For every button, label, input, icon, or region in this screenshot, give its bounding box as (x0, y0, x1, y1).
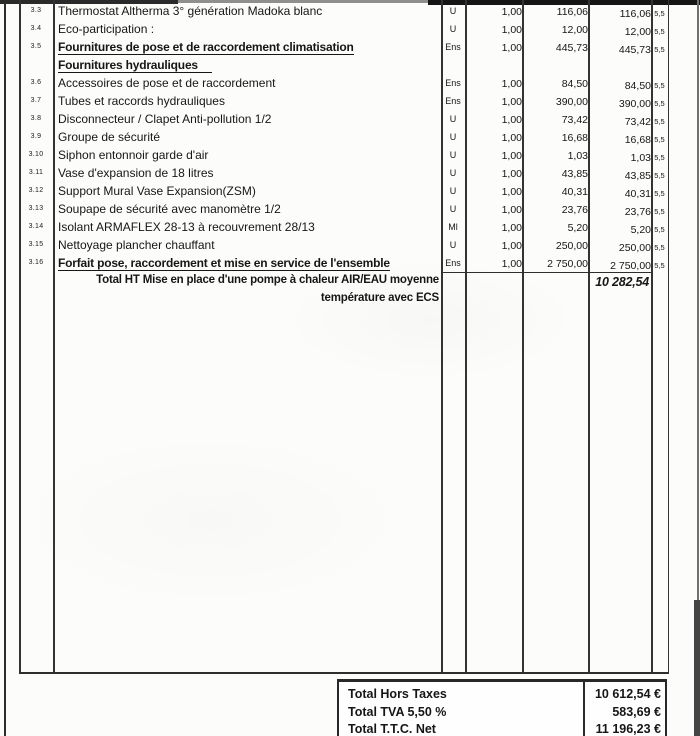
item-unit: U (449, 114, 457, 124)
item-unit: Ens (445, 258, 461, 268)
totals-row-value: 10 612,54 € (594, 687, 661, 701)
item-vat-rate: 5,5 (654, 9, 665, 18)
item-number: 3.5 (30, 43, 42, 50)
item-total: 43,85 (624, 169, 651, 182)
table-row (19, 74, 669, 92)
item-unit-price: 5,20 (567, 222, 588, 234)
item-total: 1,03 (630, 151, 651, 164)
section-total-label (53, 272, 439, 307)
item-number: 3.12 (28, 187, 44, 194)
item-number: 3.4 (30, 25, 42, 32)
item-quantity: 1,00 (501, 78, 522, 90)
table-bottom-border (19, 672, 669, 674)
scan-artifact-right-line (697, 0, 699, 625)
section-total-rule (441, 272, 651, 274)
item-number: 3.7 (30, 97, 42, 104)
table-row (19, 56, 669, 74)
item-vat-rate: 5,5 (654, 225, 665, 234)
item-quantity: 1,00 (501, 204, 522, 216)
item-unit: Ens (445, 78, 461, 88)
item-unit-price: 16,68 (561, 132, 588, 144)
item-number: 3.13 (28, 205, 44, 212)
item-description-text: Tubes et raccords hydrauliques (58, 94, 225, 108)
item-total: 116,06 (619, 7, 651, 20)
item-total: 16,68 (624, 133, 651, 146)
item-unit: Ml (448, 222, 458, 232)
item-unit: U (449, 6, 457, 16)
item-vat-rate: 5,5 (654, 189, 665, 198)
table-row (19, 254, 669, 272)
totals-row (339, 721, 665, 736)
item-quantity: 1,00 (501, 6, 522, 18)
item-quantity: 1,00 (501, 222, 522, 234)
item-total: 250,00 (618, 241, 651, 254)
item-total: 40,31 (624, 187, 651, 200)
item-description (53, 56, 446, 74)
totals-rows (339, 686, 665, 736)
item-quantity: 1,00 (501, 114, 522, 126)
table-row (19, 164, 669, 182)
totals-row-label: Total TVA 5,50 % (348, 704, 447, 719)
item-description-text: Disconnecteur / Clapet Anti-pollution 1/2 (58, 112, 272, 126)
table-row (19, 38, 669, 56)
totals-box (337, 679, 667, 736)
item-vat-rate: 5,5 (654, 99, 665, 108)
item-number: 3.8 (30, 115, 42, 122)
item-description (53, 110, 446, 128)
item-unit-price: 40,31 (561, 186, 588, 198)
item-vat-rate: 5,5 (654, 27, 665, 36)
table-row (19, 20, 669, 38)
item-description-text: Nettoyage plancher chauffant (58, 238, 215, 252)
totals-row-value: 583,69 € (612, 704, 661, 719)
totals-row-value: 11 196,23 € (595, 722, 661, 736)
item-number: 3.11 (28, 169, 44, 176)
table-row (19, 2, 669, 20)
item-quantity: 1,00 (501, 240, 522, 252)
table-row (19, 92, 669, 110)
table-row (19, 110, 669, 128)
item-description (53, 128, 446, 146)
item-unit-price: 43,85 (561, 168, 588, 180)
item-unit-price: 12,00 (561, 24, 588, 36)
section-total-label-line1: Total HT Mise en place d'une pompe à chaleur AIR/EAU moyenne (96, 274, 439, 286)
item-total: 12,00 (624, 25, 651, 38)
item-unit: U (449, 150, 457, 160)
item-unit: U (449, 24, 457, 34)
item-number: 3.6 (30, 79, 42, 86)
item-description (53, 164, 446, 182)
item-total: 5,20 (630, 223, 651, 236)
item-unit: U (449, 186, 457, 196)
item-description-text: Thermostat Altherma 3° génération Madoka blanc (58, 4, 323, 18)
totals-row (339, 704, 665, 722)
section-total-label-line2: température avec ECS (320, 291, 439, 304)
section-total-amount: 10 282,54 (595, 275, 649, 289)
table-row (19, 128, 669, 146)
item-unit-price: 116,06 (556, 6, 588, 18)
item-description-text: Forfait pose, raccordement et mise en service de l'ensemble (58, 256, 390, 270)
item-vat-rate: 5,5 (654, 171, 665, 180)
item-unit-price: 445,73 (555, 42, 588, 54)
totals-row (339, 686, 665, 704)
item-vat-rate: 5,5 (654, 243, 665, 252)
table-row (19, 236, 669, 254)
item-quantity: 1,00 (501, 42, 522, 54)
item-vat-rate: 5,5 (654, 117, 665, 126)
item-number: 3.15 (28, 241, 44, 248)
item-description (53, 236, 446, 254)
item-vat-rate: 5,5 (654, 135, 665, 144)
item-description (53, 92, 446, 110)
item-description (53, 218, 446, 236)
item-unit: U (449, 204, 457, 214)
item-quantity: 1,00 (501, 24, 522, 36)
item-quantity: 1,00 (501, 132, 522, 144)
item-description (53, 2, 446, 20)
item-vat-rate: 5,5 (654, 81, 665, 90)
table-row (19, 182, 669, 200)
item-number: 3.16 (28, 259, 44, 266)
item-total: 84,50 (624, 79, 651, 92)
item-unit-price: 1,03 (567, 150, 588, 162)
item-description (53, 38, 446, 56)
item-description (53, 74, 446, 92)
totals-row-label: Total Hors Taxes (348, 687, 447, 701)
scan-artifact-right-band (694, 600, 700, 736)
item-unit-price: 84,50 (561, 78, 588, 90)
item-number: 3.3 (30, 7, 42, 14)
item-unit-price: 250,00 (555, 240, 588, 252)
item-description-text: Vase d'expansion de 18 litres (58, 166, 214, 180)
item-description-text: Siphon entonnoir garde d'air (58, 148, 209, 162)
page-left-border-line (4, 0, 6, 736)
item-description (53, 200, 446, 218)
item-description-text: Eco-participation : (58, 22, 155, 36)
item-description-text: Fournitures hydrauliques (58, 58, 212, 73)
item-description-text: Accessoires de pose et de raccordement (58, 76, 276, 90)
item-quantity: 1,00 (501, 168, 522, 180)
item-unit: Ens (445, 42, 461, 52)
item-vat-rate: 5,5 (654, 153, 665, 162)
item-total: 73,42 (624, 115, 651, 128)
item-description-text: Support Mural Vase Expansion(ZSM) (58, 184, 256, 198)
item-quantity: 1,00 (501, 96, 522, 108)
table-row (19, 146, 669, 164)
item-description (53, 146, 446, 164)
table-row (19, 200, 669, 218)
invoice-line-items-table (19, 0, 669, 673)
totals-row-label: Total T.T.C. Net (348, 722, 436, 736)
item-description (53, 182, 446, 200)
item-number: 3.10 (28, 151, 44, 158)
item-total: 445,73 (618, 43, 651, 56)
item-vat-rate: 5,5 (654, 207, 665, 216)
item-vat-rate: 5,5 (654, 45, 665, 54)
item-number: 3.14 (28, 223, 44, 230)
item-total: 2 750,00 (610, 259, 651, 272)
table-row (19, 218, 669, 236)
item-description-text: Fournitures de pose et de raccordement climatisation (58, 40, 354, 54)
item-number: 3.9 (30, 133, 42, 140)
item-unit: Ens (445, 96, 461, 106)
item-description (53, 254, 446, 272)
item-total: 23,76 (624, 205, 651, 218)
item-total: 390,00 (618, 97, 651, 110)
item-unit-price: 2 750,00 (547, 258, 588, 270)
item-unit: U (449, 132, 457, 142)
item-description-text: Groupe de sécurité (58, 130, 161, 144)
item-quantity: 1,00 (501, 186, 522, 198)
item-unit-price: 73,42 (561, 114, 588, 126)
item-unit: U (449, 240, 457, 250)
item-vat-rate: 5,5 (654, 261, 665, 270)
item-description (53, 20, 446, 38)
item-unit: U (449, 168, 457, 178)
item-description-text: Isolant ARMAFLEX 28-13 à recouvrement 28/13 (58, 220, 315, 234)
item-unit-price: 23,76 (561, 204, 588, 216)
item-unit-price: 390,00 (555, 96, 588, 108)
item-quantity: 1,00 (501, 150, 522, 162)
item-description-text: Soupape de sécurité avec manomètre 1/2 (58, 202, 281, 216)
item-quantity: 1,00 (501, 258, 522, 270)
